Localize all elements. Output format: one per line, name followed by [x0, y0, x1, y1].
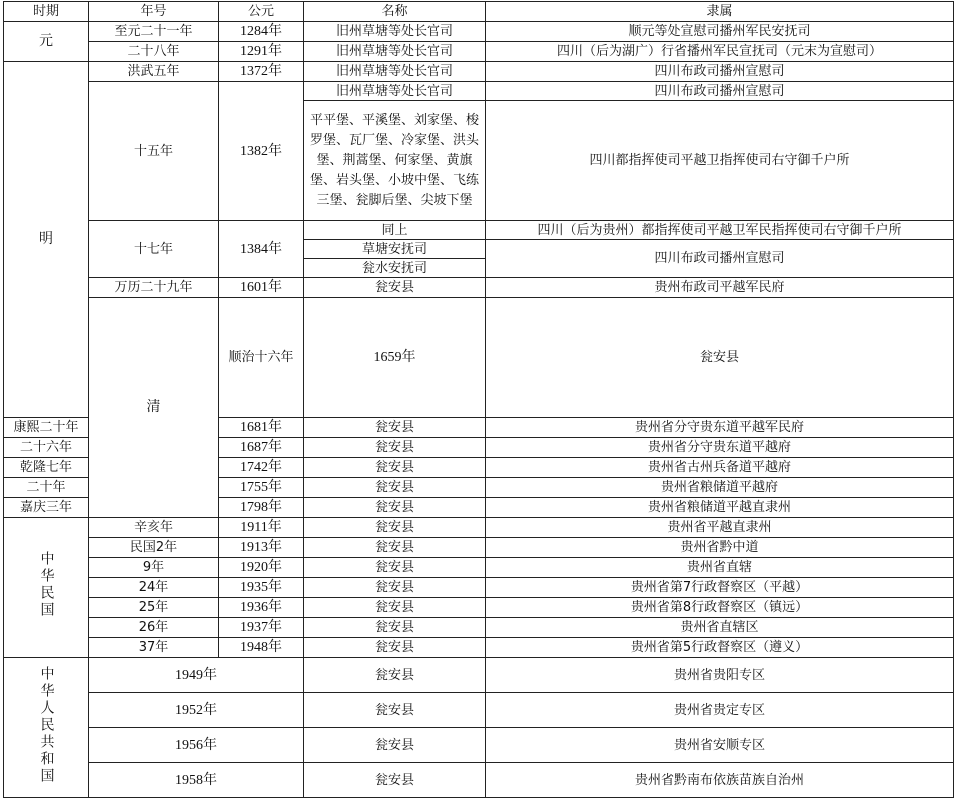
belong-cell: 四川布政司播州宣慰司: [486, 82, 954, 101]
year-cell: 1687年: [219, 438, 304, 458]
belong-cell: 四川（后为贵州）都指挥使司平越卫军民指挥使司右守御千户所: [486, 221, 954, 240]
name-cell: 瓮安县: [304, 658, 486, 693]
year-cell: 1956年: [89, 728, 304, 763]
table-row: [4, 22, 954, 42]
name-cell-forts: 平平堡、平溪堡、刘家堡、梭罗堡、瓦厂堡、冷家堡、洪头堡、荆蒿堡、何家堡、黄旗堡、岩头堡、小坡中堡、飞练三堡、瓮脚后堡、尖坡下堡: [304, 101, 486, 221]
name-cell: 瓮安县: [304, 763, 486, 798]
era-cell: 洪武五年: [89, 62, 219, 82]
belong-cell: 贵州省贵定专区: [486, 693, 954, 728]
era-cell: 万历二十九年: [89, 278, 219, 298]
year-cell: 1601年: [219, 278, 304, 298]
belong-cell: 贵州省安顺专区: [486, 728, 954, 763]
name-cell: 瓮安县: [304, 478, 486, 498]
name-cell: 同上: [304, 221, 486, 240]
belong-cell: 贵州省直辖区: [486, 618, 954, 638]
belong-cell: 贵州省贵阳专区: [486, 658, 954, 693]
period-prc: [4, 658, 89, 798]
name-cell: 瓮安县: [304, 598, 486, 618]
belong-cell: 四川布政司播州宣慰司: [486, 240, 954, 278]
header-era: 年号: [89, 2, 219, 22]
header-name: 名称: [304, 2, 486, 22]
belong-cell: 贵州省平越直隶州: [486, 518, 954, 538]
name-cell: 旧州草塘等处长官司: [304, 42, 486, 62]
era-cell: 民国2年: [89, 538, 219, 558]
table-row: [4, 763, 954, 798]
table-row: [4, 658, 954, 693]
name-cell: 瓮安县: [304, 728, 486, 763]
name-cell: 瓮安县: [304, 693, 486, 728]
table-row: [4, 598, 954, 618]
year-cell: 1952年: [89, 693, 304, 728]
era-cell: 26年: [89, 618, 219, 638]
belong-cell: 贵州省黔中道: [486, 538, 954, 558]
era-cell: 二十八年: [89, 42, 219, 62]
era-cell: 二十六年: [4, 438, 89, 458]
header-period: 时期: [4, 2, 89, 22]
name-cell: 瓮安县: [304, 278, 486, 298]
belong-cell: 贵州省第7行政督察区（平越）: [486, 578, 954, 598]
year-cell: 1372年: [219, 62, 304, 82]
belong-cell: 贵州省分守贵东道平越府: [486, 438, 954, 458]
year-cell: 1291年: [219, 42, 304, 62]
era-cell: 十五年: [89, 82, 219, 221]
era-cell: 二十年: [4, 478, 89, 498]
year-cell: 1948年: [219, 638, 304, 658]
name-cell: 草塘安抚司: [304, 240, 486, 259]
era-cell: 25年: [89, 598, 219, 618]
era-cell: 康熙二十年: [4, 418, 89, 438]
year-cell: 1742年: [219, 458, 304, 478]
year-cell: 1935年: [219, 578, 304, 598]
belong-cell: 贵州省第5行政督察区（遵义）: [486, 638, 954, 658]
belong-cell: 贵州省粮储道平越直隶州: [486, 498, 954, 518]
name-cell: 瓮安县: [304, 438, 486, 458]
table-row: [4, 558, 954, 578]
year-cell: 1681年: [219, 418, 304, 438]
name-cell: 瓮安县: [304, 458, 486, 478]
period-prc-label: 中华人民共和国: [38, 665, 55, 785]
name-cell: 瓮安县: [304, 538, 486, 558]
era-cell: 37年: [89, 638, 219, 658]
year-cell: 1937年: [219, 618, 304, 638]
year-cell: 1913年: [219, 538, 304, 558]
period-qing: 清: [89, 298, 219, 518]
era-cell: 十七年: [89, 221, 219, 278]
year-cell: 1284年: [219, 22, 304, 42]
belong-cell: 贵州省粮储道平越府: [486, 478, 954, 498]
name-cell: 瓮水安抚司: [304, 259, 486, 278]
year-cell: 1936年: [219, 598, 304, 618]
year-cell: 1798年: [219, 498, 304, 518]
period-roc-label: 中华民国: [38, 551, 55, 619]
year-cell: 1755年: [219, 478, 304, 498]
era-cell: 顺治十六年: [219, 298, 304, 418]
period-roc: [4, 518, 89, 658]
era-cell: 嘉庆三年: [4, 498, 89, 518]
belong-cell: 贵州省黔南布依族苗族自治州: [486, 763, 954, 798]
table-row: [4, 618, 954, 638]
table-row: [4, 518, 954, 538]
name-cell: 瓮安县: [304, 558, 486, 578]
era-cell: 乾隆七年: [4, 458, 89, 478]
name-cell: 瓮安县: [304, 578, 486, 598]
header-row: [4, 2, 954, 22]
table-row: [4, 82, 954, 101]
name-cell: 瓮安县: [486, 298, 954, 418]
period-yuan: 元: [4, 22, 89, 62]
year-cell: 1911年: [219, 518, 304, 538]
name-cell: 旧州草塘等处长官司: [304, 82, 486, 101]
table-row: [4, 638, 954, 658]
name-cell: 瓮安县: [304, 638, 486, 658]
era-cell: 24年: [89, 578, 219, 598]
year-cell: 1949年: [89, 658, 304, 693]
table-row: [4, 42, 954, 62]
table-row: [4, 578, 954, 598]
table-row: [4, 728, 954, 763]
name-cell: 瓮安县: [304, 418, 486, 438]
name-cell: 瓮安县: [304, 498, 486, 518]
year-cell: 1382年: [219, 82, 304, 221]
belong-cell: 贵州布政司平越军民府: [486, 278, 954, 298]
name-cell: 瓮安县: [304, 518, 486, 538]
name-cell: 旧州草塘等处长官司: [304, 22, 486, 42]
year-cell: 1659年: [304, 298, 486, 418]
table-row: [4, 278, 954, 298]
header-year: 公元: [219, 2, 304, 22]
name-cell: 瓮安县: [304, 618, 486, 638]
belong-cell: 贵州省第8行政督察区（镇远）: [486, 598, 954, 618]
table-row: [4, 538, 954, 558]
era-cell: 至元二十一年: [89, 22, 219, 42]
belong-cell: 贵州省分守贵东道平越军民府: [486, 418, 954, 438]
belong-cell: 四川布政司播州宣慰司: [486, 62, 954, 82]
period-ming: 明: [4, 62, 89, 418]
belong-cell: 贵州省古州兵备道平越府: [486, 458, 954, 478]
belong-cell: 四川（后为湖广）行省播州军民宣抚司（元末为宣慰司）: [486, 42, 954, 62]
era-cell: 辛亥年: [89, 518, 219, 538]
table-row: [4, 62, 954, 82]
table-row: [4, 221, 954, 240]
belong-cell: 顺元等处宣慰司播州军民安抚司: [486, 22, 954, 42]
era-cell: 9年: [89, 558, 219, 578]
name-cell: 旧州草塘等处长官司: [304, 62, 486, 82]
belong-cell: 四川都指挥使司平越卫指挥使司右守御千户所: [486, 101, 954, 221]
belong-cell: 贵州省直辖: [486, 558, 954, 578]
year-cell: 1384年: [219, 221, 304, 278]
year-cell: 1958年: [89, 763, 304, 798]
year-cell: 1920年: [219, 558, 304, 578]
history-table: [3, 1, 954, 798]
table-row: [4, 298, 954, 418]
table-row: [4, 693, 954, 728]
header-belong: 隶属: [486, 2, 954, 22]
